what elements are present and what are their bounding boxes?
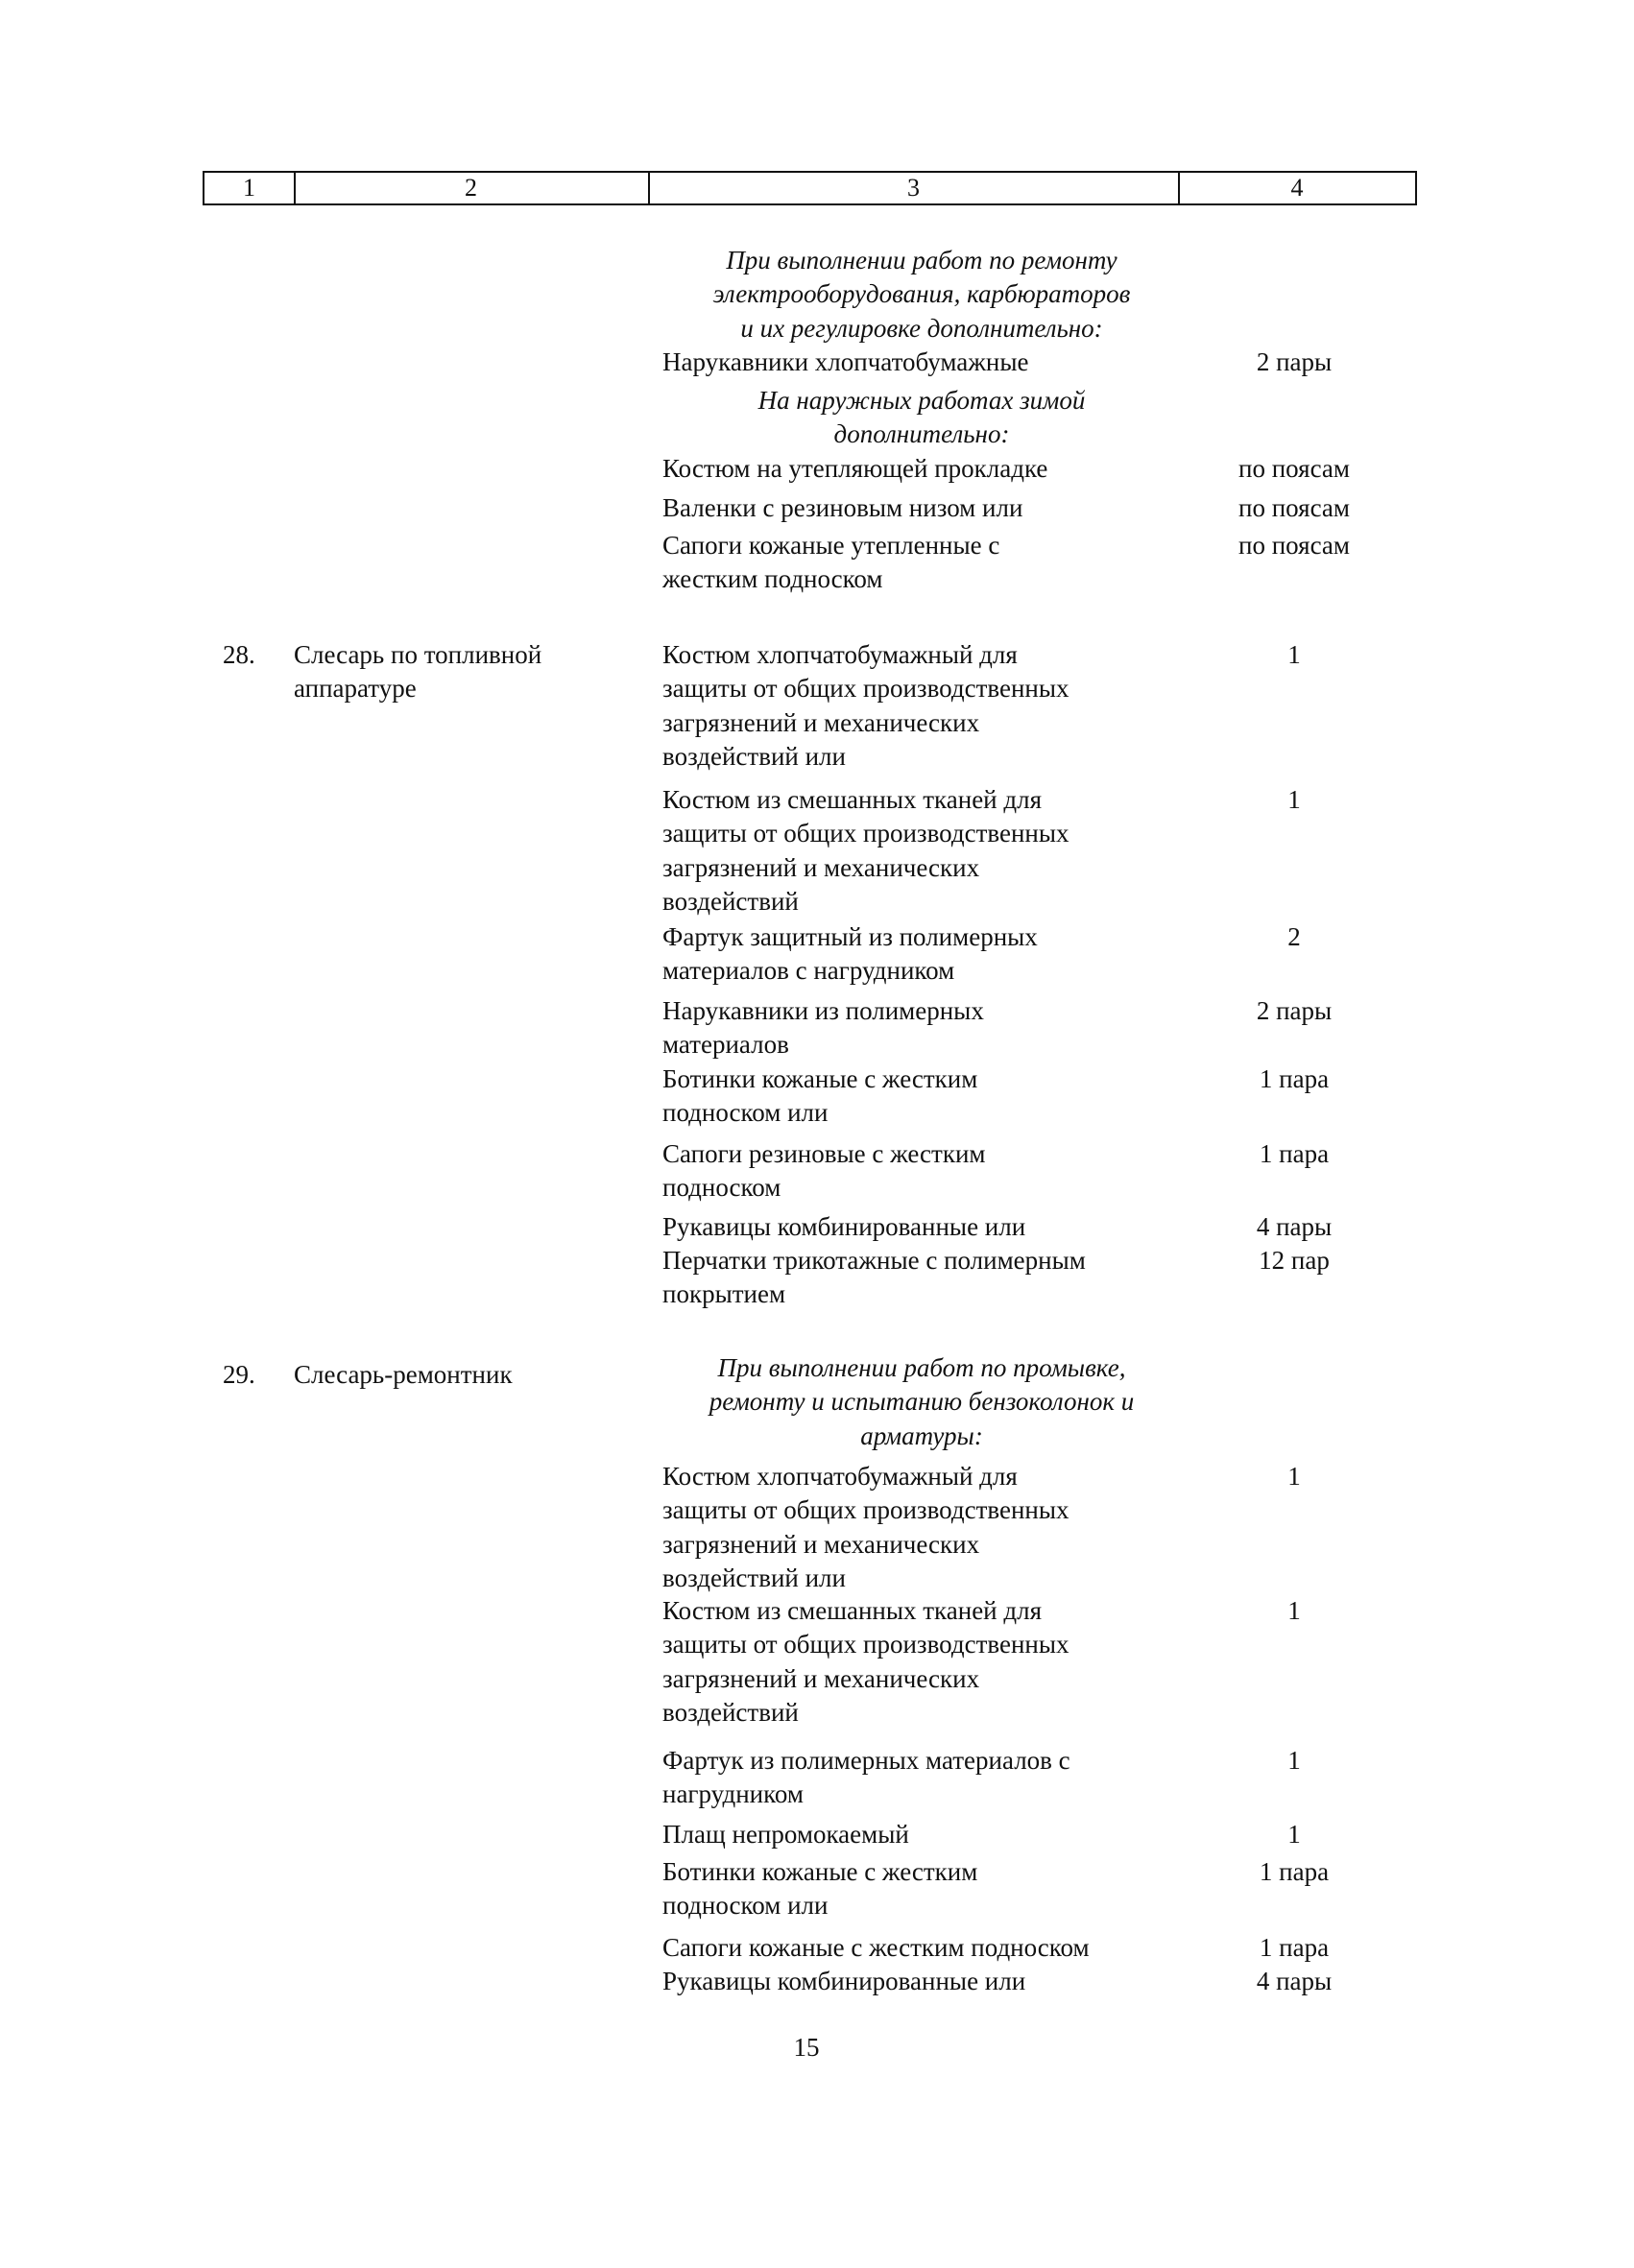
text-line: подноском [662, 1173, 781, 1203]
ppe-item [662, 783, 1181, 919]
text-line: дополнительно: [833, 419, 1010, 449]
text-line: материалов [662, 1030, 789, 1060]
text-line: загрязнений и механических [662, 1529, 980, 1559]
item-quantity: по поясам [1238, 493, 1350, 522]
section-note [662, 384, 1181, 452]
text-line: Сапоги кожаные утепленные с [662, 531, 1000, 560]
text-line: подноском или [662, 1098, 829, 1128]
item-quantity: 1 пара [1259, 1064, 1330, 1093]
ppe-item [662, 1460, 1181, 1596]
page-number: 15 [793, 2033, 820, 2062]
text-line: жестким подноском [662, 564, 883, 594]
ppe-item [662, 920, 1181, 989]
item-quantity: 1 пара [1259, 1857, 1330, 1886]
text-line: загрязнений и механических [662, 1663, 980, 1693]
ppe-item [662, 994, 1181, 1062]
text-line: электрооборудования, карбюраторов [712, 279, 1131, 309]
item-quantity: 1 пара [1259, 1139, 1330, 1168]
text-line: Валенки с резиновым низом или [662, 493, 1023, 522]
text-line: На наружных работах зимой [757, 386, 1086, 415]
text-line: Сапоги резиновые с жестким [662, 1139, 986, 1168]
section-note [662, 1351, 1181, 1453]
text-line: ремонту и испытанию бензоколонок и [709, 1387, 1135, 1417]
text-line: загрязнений и механических [662, 707, 980, 737]
ppe-item [662, 1062, 1181, 1131]
text-line: Рукавицы комбинированные или [662, 1967, 1026, 1995]
ppe-item [662, 346, 1181, 379]
text-line: арматуры: [860, 1420, 983, 1450]
text-line: покрытием [662, 1279, 786, 1309]
text-line: Фартук защитный из полимерных [662, 922, 1038, 951]
text-line: Костюм на утепляющей прокладке [662, 454, 1048, 483]
ppe-item [662, 1594, 1181, 1731]
item-quantity: 2 [1287, 922, 1301, 951]
text-line: Нарукавники хлопчатобумажные [662, 347, 1029, 376]
ppe-item [662, 452, 1181, 486]
item-quantity: по поясам [1238, 531, 1350, 560]
ppe-item [662, 529, 1181, 597]
item-quantity: 1 пара [1259, 1933, 1330, 1962]
text-line: Костюм из смешанных тканей для [662, 785, 1043, 814]
text-line: материалов с нагрудником [662, 956, 955, 986]
ppe-item [662, 638, 1181, 775]
column-header-2: 2 [294, 171, 650, 205]
text-line: защиты от общих производственных [662, 674, 1069, 704]
text-line: Нарукавники из полимерных [662, 996, 984, 1025]
text-line: воздействий [662, 1698, 799, 1728]
ppe-item [662, 1210, 1181, 1244]
ppe-item [662, 1931, 1181, 1965]
text-line: Слесарь по топливной [294, 640, 542, 669]
ppe-item [662, 1965, 1181, 1998]
item-quantity: 2 пары [1256, 996, 1333, 1025]
text-line: защиты от общих производственных [662, 1495, 1069, 1525]
item-quantity: 4 пары [1256, 1967, 1333, 1995]
text-line: Плащ непромокаемый [662, 1820, 909, 1849]
item-quantity: 4 пары [1256, 1212, 1333, 1241]
text-line: подноском или [662, 1891, 829, 1921]
text-line: Перчатки трикотажные с полимерным [662, 1246, 1086, 1275]
item-quantity: 1 [1287, 785, 1301, 814]
text-line: Рукавицы комбинированные или [662, 1212, 1026, 1241]
text-line: Костюм хлопчатобумажный для [662, 1462, 1018, 1491]
column-header-3: 3 [648, 171, 1180, 205]
text-line: При выполнении работ по промывке, [717, 1353, 1126, 1382]
text-line: Ботинки кожаные с жестким [662, 1064, 978, 1093]
item-quantity: 1 [1287, 640, 1301, 669]
column-header-4: 4 [1178, 171, 1417, 205]
text-line: защиты от общих производственных [662, 819, 1069, 848]
item-quantity: 1 [1287, 1746, 1301, 1775]
item-quantity: 1 [1287, 1596, 1301, 1625]
item-quantity: по поясам [1238, 454, 1350, 483]
text-line: нагрудником [662, 1779, 804, 1809]
item-quantity: 1 [1287, 1462, 1301, 1491]
text-line: Ботинки кожаные с жестким [662, 1857, 978, 1886]
ppe-item [662, 1818, 1181, 1851]
text-line: загрязнений и механических [662, 852, 980, 882]
text-line: защиты от общих производственных [662, 1630, 1069, 1659]
item-quantity: 12 пар [1259, 1246, 1330, 1275]
text-line: Фартук из полимерных материалов с [662, 1746, 1070, 1775]
ppe-item [662, 491, 1181, 525]
text-line: Сапоги кожаные с жестким подноском [662, 1933, 1090, 1962]
ppe-item [662, 1744, 1181, 1812]
text-line: воздействий [662, 887, 799, 917]
text-line: воздействий или [662, 742, 846, 772]
text-line: воздействий или [662, 1564, 846, 1593]
item-quantity: 1 [1287, 1820, 1301, 1849]
profession-name [294, 638, 541, 706]
profession-name [294, 1358, 513, 1392]
text-line: При выполнении работ по ремонту [726, 246, 1117, 275]
text-line: Слесарь-ремонтник [294, 1360, 513, 1389]
row-number: 29. [223, 1360, 255, 1389]
column-header-1: 1 [203, 171, 296, 205]
text-line: и их регулировке дополнительно: [740, 313, 1103, 343]
row-number: 28. [223, 640, 255, 669]
ppe-item [662, 1855, 1181, 1923]
text-line: аппаратуре [294, 674, 417, 704]
ppe-item [662, 1244, 1181, 1312]
section-note [662, 244, 1181, 346]
item-quantity: 2 пары [1256, 347, 1333, 376]
ppe-item [662, 1137, 1181, 1206]
text-line: Костюм хлопчатобумажный для [662, 640, 1018, 669]
text-line: Костюм из смешанных тканей для [662, 1596, 1043, 1625]
